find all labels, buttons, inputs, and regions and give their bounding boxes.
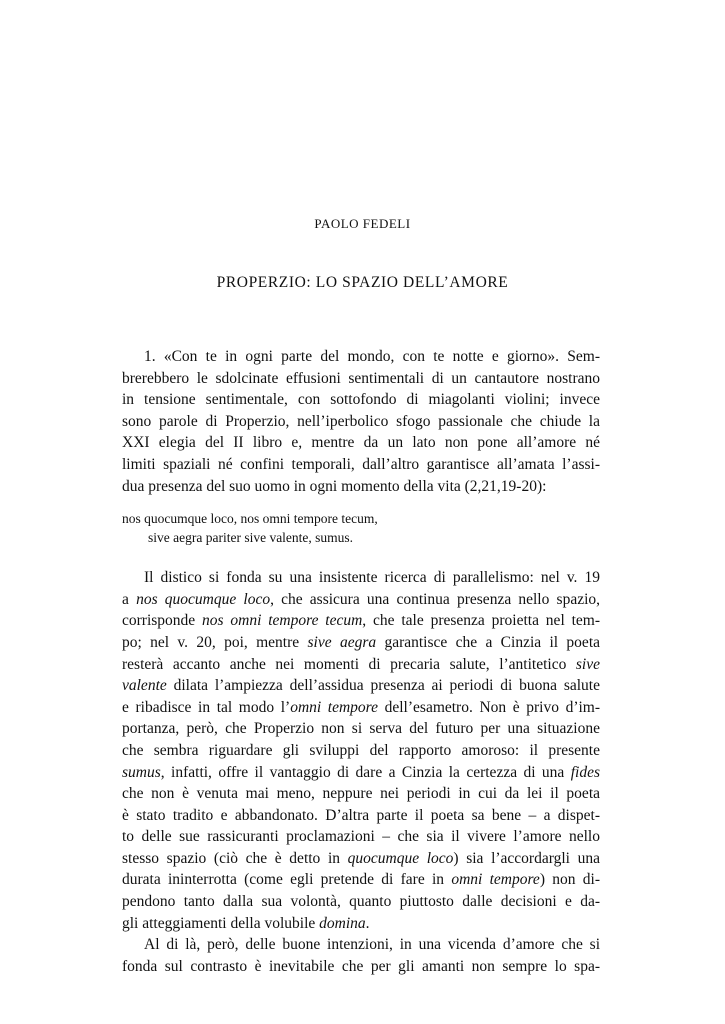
text-line: sumus, infatti, offre il vantaggio di dare a Cinzia la certezza di una fides [122,763,600,781]
text-line: è stato tradito e abbandonato. D’altra parte il poeta sa bene – a dispet- [122,806,600,824]
text-line: portanza, però, che Properzio non si serva del futuro per una situazione [122,720,600,738]
text-line: po; nel v. 20, poi, mentre sive aegra garantisce che a Cinzia il poeta [122,633,601,651]
text-line: to delle sue rassicuranti proclamazioni – che sia il vivere l’amore nello [122,828,600,846]
text-line: resterà accanto anche nei momenti di precaria salute, l’antitetico sive [122,655,600,673]
text-line: pendono tanto dalla sua volontà, quanto piuttosto dalle decisioni e da- [122,893,600,911]
paragraph-3 [122,934,600,977]
latin-quote: sive [575,655,600,673]
latin-quote: omni tempore [451,871,540,889]
latin-quote: sive aegra [307,633,377,651]
paragraph-2 [122,567,600,934]
text-line: Al di là, però, delle buone intenzioni, in una vicenda d’amore che si [144,936,600,954]
latin-quote: sumus [122,763,161,781]
text-line: limiti spaziali né confini temporali, dall’altro garantisce all’amata l’assi- [122,455,600,473]
latin-quote: fides [570,763,600,781]
author-name: PAOLO FEDELI [314,216,411,231]
paragraph-1 [122,346,600,497]
latin-quote: quocumque loco [347,849,454,867]
text-line: e ribadisce in tal modo l’omni tempore dell’esametro. Non è privo d’im- [122,698,601,716]
text-line: 1. «Con te in ogni parte del mondo, con te notte e giorno». Sem- [144,348,600,365]
verse-quotation [122,509,600,547]
text-line: dua presenza del suo uomo in ogni momento della vita (2,21,19-20): [122,477,547,495]
text-line: brerebbero le sdolcinate effusioni sentimentali di un cantautore nostrano [122,369,600,387]
text-line: a nos quocumque loco, che assicura una continua presenza nello spazio, [122,590,601,608]
text-line: che non è venuta mai meno, neppure nei periodi in cui da lei il poeta [122,785,600,803]
text-line: stesso spazio (ciò che è detto in quocumque loco) sia l’accordargli una [122,849,600,867]
latin-quote: nos quocumque loco [136,590,271,608]
article-title: PROPERZIO: LO SPAZIO DELL’AMORE [216,274,509,291]
article-body [122,346,600,977]
latin-quote: omni tempore [290,698,379,716]
text-line: valente dilata l’ampiezza dell’assidua presenza ai periodi di buona salute [122,677,600,695]
latin-quote: domina [319,914,366,932]
text-line: corrisponde nos omni tempore tecum, che tale presenza proietta nel tem- [122,612,600,630]
latin-quote: valente [122,677,167,695]
text-line: XXI elegia del II libro e, mentre da un lato non pone all’amore né [122,434,600,452]
latin-quote: nos omni tempore tecum [202,612,363,630]
text-line: durata ininterrotta (come egli pretende di fare in omni tempore) non di- [122,871,600,889]
verse-line: nos quocumque loco, nos omni tempore tecum, [122,511,378,527]
text-line: fonda sul contrasto è inevitabile che per gli amanti non sempre lo spa- [122,957,600,975]
verse-line: sive aegra pariter sive valente, sumus. [148,530,354,546]
text-line: Il distico si fonda su una insistente ricerca di parallelismo: nel v. 19 [144,569,600,587]
text-line: che sembra riguardare gli sviluppi del rapporto amoroso: il presente [122,741,600,759]
text-line: gli atteggiamenti della volubile domina. [122,914,370,932]
text-line: sono parole di Properzio, nell’iperbolico sfogo passionale che chiude la [122,412,600,430]
text-line: in tensione sentimentale, con sottofondo di miagolanti violini; invece [122,391,600,409]
